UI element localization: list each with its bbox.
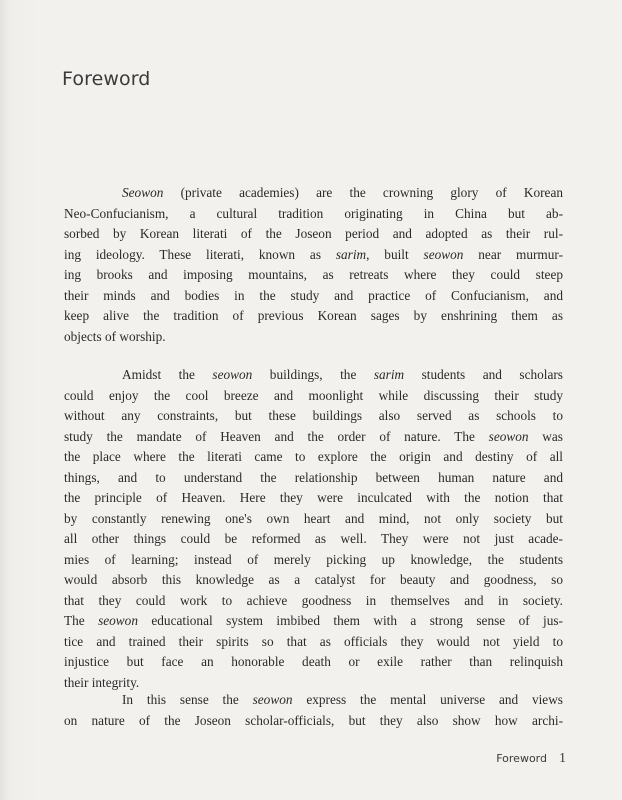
text-line — [64, 183, 563, 204]
text-segment: Neo-Confucianism, a cultural tradition originating in China but ab- — [64, 205, 563, 221]
paragraph-2 — [64, 365, 563, 693]
text-segment: was — [528, 428, 563, 444]
text-line — [64, 488, 563, 509]
text-line — [64, 611, 563, 632]
text-segment: the principle of Heaven. Here they were inculcated with the notion that — [64, 490, 563, 505]
text-segment: buildings, the — [252, 367, 374, 382]
text-segment: keep alive the tradition of previous Korean sages by enshrining them as — [64, 308, 563, 323]
text-line — [64, 245, 563, 266]
text-line — [64, 652, 563, 673]
text-line — [64, 447, 563, 468]
italic-term: sarim — [373, 367, 405, 382]
text-segment: near murmur- — [463, 246, 563, 262]
text-segment: The — [64, 613, 99, 628]
italic-term: seowon — [252, 692, 293, 707]
text-segment: sorbed by Korean literati of the Joseon period and adopted as their rul- — [64, 226, 563, 241]
italic-term: sarim — [335, 246, 367, 262]
text-line — [64, 265, 563, 286]
text-line — [64, 509, 563, 530]
text-line — [64, 632, 563, 653]
text-line — [64, 386, 563, 407]
text-segment: study the mandate of Heaven and the order of nature. The — [64, 428, 489, 444]
text-line — [64, 711, 563, 732]
text-segment: (private academies) are the crowning glory of Korean — [163, 185, 563, 200]
text-line — [64, 427, 563, 448]
text-segment: Amidst the — [122, 367, 213, 382]
italic-term: seowon — [488, 428, 529, 444]
text-segment: In this sense the — [122, 692, 253, 707]
page-number: 1 — [559, 751, 566, 766]
text-line — [64, 591, 563, 612]
text-line — [64, 406, 563, 427]
text-segment: students and scholars — [404, 367, 563, 382]
text-segment: , built — [366, 246, 424, 262]
text-segment: all other things could be reformed as well. They were not just acade- — [64, 531, 563, 546]
text-segment: could enjoy the cool breeze and moonlight while discussing their study — [64, 387, 563, 403]
text-segment: the place where the literati came to explore the origin and destiny of all — [64, 449, 563, 464]
text-line — [64, 529, 563, 550]
text-segment: ing brooks and imposing mountains, as retreats where they could steep — [64, 267, 563, 282]
page-footer — [496, 751, 566, 767]
text-segment: things, and to understand the relationship between human nature and — [64, 469, 563, 485]
italic-term: seowon — [98, 613, 138, 628]
text-line — [64, 468, 563, 489]
text-line — [64, 690, 563, 711]
italic-term: Seowon — [122, 185, 164, 200]
italic-term: seowon — [212, 367, 253, 382]
text-segment: without any constraints, but these buildings also served as schools to — [64, 408, 563, 423]
footer-section-title: Foreword — [496, 752, 547, 765]
paragraph-1 — [64, 183, 563, 347]
text-segment: ing ideology. These literati, known as — [64, 246, 336, 262]
text-line — [64, 204, 563, 225]
text-line — [64, 306, 563, 327]
text-segment: their integrity. — [64, 674, 140, 690]
text-line — [64, 365, 563, 386]
text-segment: their minds and bodies in the study and practice of Confucianism, and — [64, 287, 563, 303]
text-segment: would absorb this knowledge as a catalyst for beauty and goodness, so — [64, 572, 563, 587]
text-line — [64, 224, 563, 245]
text-line — [64, 327, 563, 348]
text-segment: educational system imbibed them with a strong sense of jus- — [137, 613, 563, 628]
paragraph-3 — [64, 690, 563, 731]
text-segment: tice and trained their spirits so that as officials they would not yield to — [64, 633, 563, 649]
page-title: Foreword — [62, 68, 151, 90]
text-segment: express the mental universe and views — [292, 692, 563, 707]
italic-term: seowon — [423, 246, 464, 262]
text-segment: on nature of the Joseon scholar-officials, but they also show how archi- — [64, 712, 563, 728]
text-segment: by constantly renewing one's own heart and mind, not only society but — [64, 510, 563, 526]
text-segment: objects of worship. — [64, 328, 166, 344]
text-segment: mies of learning; instead of merely picking up knowledge, the students — [64, 551, 563, 567]
text-line — [64, 286, 563, 307]
text-segment: that they could work to achieve goodness in themselves and in society. — [64, 592, 563, 608]
text-segment: injustice but face an honorable death or exile rather than relinquish — [64, 654, 563, 669]
text-line — [64, 550, 563, 571]
text-line — [64, 570, 563, 591]
